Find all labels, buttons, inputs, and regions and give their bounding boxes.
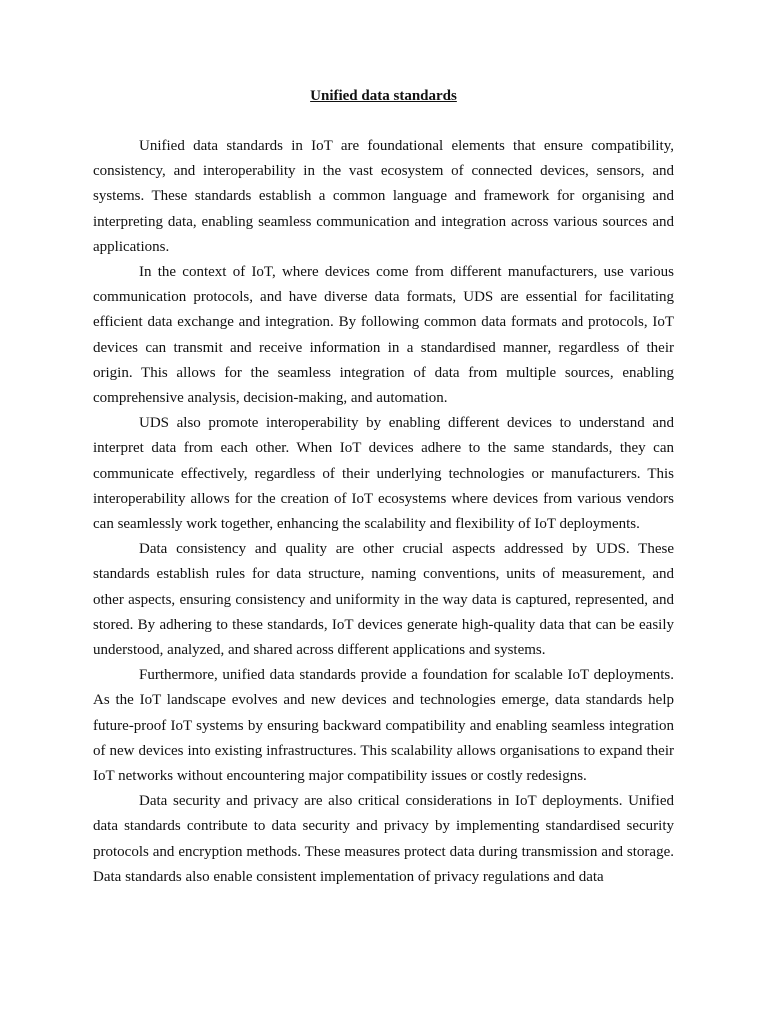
paragraph-4: Data consistency and quality are other crucial aspects addressed by UDS. These standards establish rules for data structure, naming conventions, units of measurement, and other aspects, ensuring consistency and uniformity in the way data is captured, represented, and stored. By adhering to these standards, IoT devices generate high-quality data that can be easily understood, analyzed, and shared across different applications and systems.: [93, 541, 674, 659]
paragraph-6: Data security and privacy are also critical considerations in IoT deployments. Unified data standards contribute to data security and privacy by implementing standardised security protocols and encryption methods. These measures protect data during transmission and storage. Data standards also enable consistent implementation of privacy regulations and data: [93, 793, 674, 885]
page-title: Unified data standards: [310, 88, 457, 104]
paragraph-2: In the context of IoT, where devices come from different manufacturers, use various communication protocols, and have diverse data formats, UDS are essential for facilitating efficient data exchange and integration. By following common data formats and protocols, IoT devices can transmit and receive information in a standardised manner, regardless of their origin. This allows for the seamless integration of data from multiple sources, enabling comprehensive analysis, decision-making, and automation.: [93, 264, 674, 407]
paragraph-1: Unified data standards in IoT are foundational elements that ensure compatibility, consistency, and interoperability in the vast ecosystem of connected devices, sensors, and systems. These standards establish a common language and framework for organising and interpreting data, enabling seamless communication and integration across various sources and applications.: [93, 138, 674, 255]
paragraph-3: UDS also promote interoperability by enabling different devices to understand and interpret data from each other. When IoT devices adhere to the same standards, they can communicate effectively, regardless of their underlying technologies or manufacturers. This interoperability allows for the creation of IoT ecosystems where devices from various vendors can seamlessly work together, enhancing the scalability and flexibility of IoT deployments.: [93, 415, 674, 533]
paragraph-5: Furthermore, unified data standards provide a foundation for scalable IoT deployments. As the IoT landscape evolves and new devices and technologies emerge, data standards help future-proof IoT systems by ensuring backward compatibility and enabling seamless integration of new devices into existing infrastructures. This scalability allows organisations to expand their IoT networks without encountering major compatibility issues or costly redesigns.: [93, 667, 674, 785]
document-body: [93, 134, 674, 890]
